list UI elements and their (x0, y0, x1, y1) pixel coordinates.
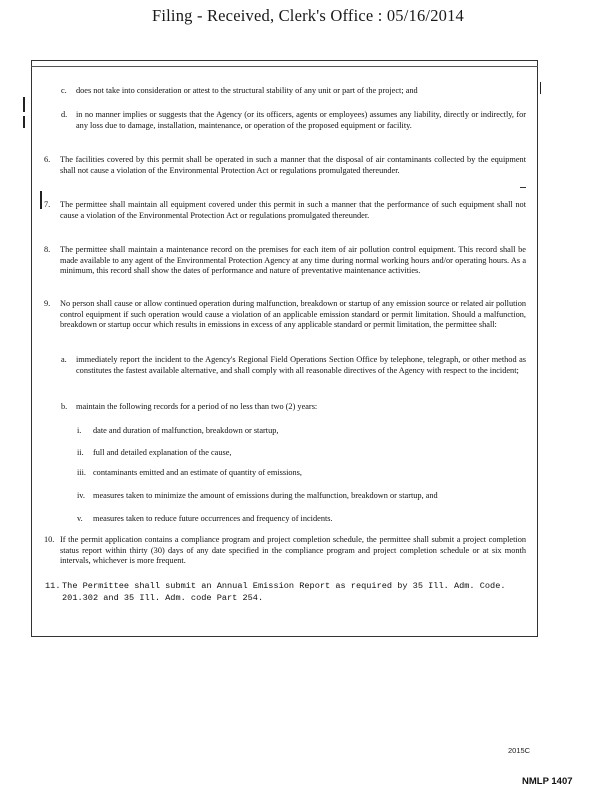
filing-stamp: Filing - Received, Clerk's Office : 05/16/2014 (151, 6, 465, 25)
condition-text: If the permit application contains a compliance program and project completion schedule, the permittee shall submit a project completion status report within thirty (30) days of any date specified in the compliance program and project completion schedule or at six month intervals, whichever is more frequent. (60, 535, 526, 566)
condition-number: 7. (44, 200, 51, 209)
record-number: ii. (77, 448, 84, 457)
condition-number: d. (61, 110, 68, 119)
frame-top-rule (31, 66, 538, 67)
record-text: contaminants emitted and an estimate of quantity of emissions, (93, 468, 302, 477)
record-number: iv. (77, 491, 85, 500)
condition-text: does not take into consideration or attest to the structural stability of any unit or part of the project; and (76, 86, 418, 95)
record-number: i. (77, 426, 82, 435)
revision-mark (540, 82, 541, 94)
page-code: 2015C (508, 746, 531, 755)
condition-text: The permittee shall maintain all equipment covered under this permit in such a manner that the performance of such equipment shall not cause a violation of the Environmental Protection Act or regulations promulgated thereunder. (60, 200, 526, 220)
record-text: full and detailed explanation of the cause, (93, 448, 232, 457)
condition-text: The permittee shall maintain a maintenance record on the premises for each item of air pollution control equipment. This record shall be made available to any agent of the Environmental Protection Agency at any time during normal working hours and/or operating hours. As a minimum, this record shall show the dates of performance and nature of preventative maintenance activities. (60, 245, 526, 276)
margin-tick (520, 187, 526, 188)
form-code: NMLP 1407 (522, 776, 573, 787)
condition-number: a. (61, 355, 67, 364)
revision-mark (23, 116, 25, 128)
condition-text: immediately report the incident to the Agency's Regional Field Operations Section Office by telephone, telegraph, or other method as constitutes the fastest available alternative, and shall comply with all reasonable directives of the Agency with respect to the incident; (76, 355, 526, 375)
condition-text: No person shall cause or allow continued operation during malfunction, breakdown or startup of any emission source or related air pollution control equipment if such operation would cause a violation of an applicable emission standard or permit limitation. Should a malfunction, breakdown or startup occur which results in emissions in excess of any applicable standard or permit limitation, the permittee shall: (60, 299, 526, 330)
record-text: measures taken to minimize the amount of emissions during the malfunction, breakdown or startup, and (93, 491, 438, 500)
record-number: iii. (77, 468, 86, 477)
record-number: v. (77, 514, 83, 523)
condition-number: 8. (44, 245, 51, 254)
condition-number: 11. (45, 581, 61, 591)
revision-mark (40, 191, 42, 209)
record-text: measures taken to reduce future occurrences and frequency of incidents. (93, 514, 333, 523)
condition-number: c. (61, 86, 67, 95)
condition-number: 9. (44, 299, 51, 308)
condition-text: The Permittee shall submit an Annual Emission Report as required by 35 Ill. Adm. Code. 201.302 and 35 Ill. Adm. code Part 254. (62, 581, 506, 603)
condition-text: in no manner implies or suggests that the Agency (or its officers, agents or employees) assumes any liability, directly or indirectly, for any loss due to damage, installation, maintenance, or operation of the proposed equipment or facility. (76, 110, 526, 130)
record-text: date and duration of malfunction, breakdown or startup, (93, 426, 279, 435)
condition-text: maintain the following records for a period of no less than two (2) years: (76, 402, 318, 411)
condition-number: b. (61, 402, 68, 411)
revision-mark (23, 97, 25, 112)
condition-text: The facilities covered by this permit shall be operated in such a manner that the disposal of air contaminants collected by the equipment shall not cause a violation of the Environmental Protection Act or regulations promulgated thereunder. (60, 155, 526, 175)
condition-number: 10. (44, 535, 55, 544)
condition-number: 6. (44, 155, 51, 164)
